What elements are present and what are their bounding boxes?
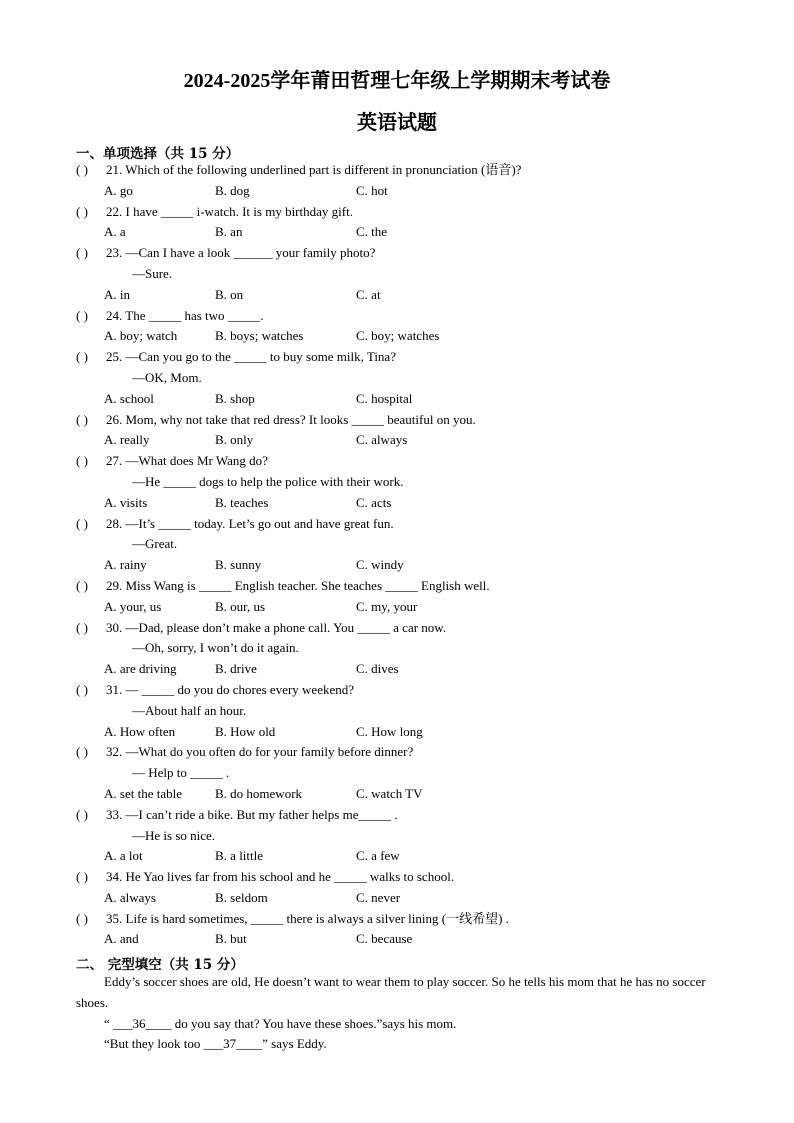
dialogue-reply: —He _____ dogs to help the police with their work. bbox=[132, 473, 404, 489]
answer-parentheses: ( ) bbox=[76, 349, 88, 365]
option-b: B. our, us bbox=[215, 598, 266, 614]
question-line bbox=[0, 680, 794, 701]
question-number: 26. bbox=[106, 411, 126, 427]
exam-title: 2024-2025学年莆田哲理七年级上学期期末考试卷 bbox=[183, 70, 611, 92]
answer-parentheses: ( ) bbox=[76, 744, 88, 760]
question-line bbox=[0, 451, 794, 472]
question-item bbox=[0, 867, 794, 909]
question-number: 32. bbox=[106, 744, 126, 760]
question-number: 33. bbox=[106, 806, 126, 822]
question-line bbox=[0, 867, 794, 888]
question-text bbox=[106, 202, 353, 223]
option-c: C. my, your bbox=[356, 598, 418, 614]
question-stem: The _____ has two _____. bbox=[125, 307, 264, 323]
question-line bbox=[0, 514, 794, 535]
options-line bbox=[0, 181, 794, 202]
question-number: 24. bbox=[106, 307, 126, 323]
question-list bbox=[0, 160, 794, 950]
option-c: C. never bbox=[356, 889, 401, 905]
question-number: 30. bbox=[106, 619, 126, 635]
question-stem: Miss Wang is _____ English teacher. She teaches _____ English well. bbox=[125, 577, 490, 593]
reply-line bbox=[0, 826, 794, 847]
question-stem: —What do you often do for your family before dinner? bbox=[125, 744, 414, 760]
reply-line bbox=[0, 638, 794, 659]
question-number: 28. bbox=[106, 515, 126, 531]
options-line bbox=[0, 888, 794, 909]
option-c: C. How long bbox=[356, 723, 423, 739]
option-a: A. in bbox=[104, 286, 130, 302]
question-item bbox=[0, 243, 794, 305]
question-number: 34. bbox=[106, 869, 126, 885]
option-a: A. a lot bbox=[104, 848, 143, 864]
option-c: C. the bbox=[356, 224, 388, 240]
question-item bbox=[0, 160, 794, 202]
answer-parentheses: ( ) bbox=[76, 453, 88, 469]
reply-line bbox=[0, 368, 794, 389]
dialogue-reply: —About half an hour. bbox=[132, 702, 247, 718]
question-item bbox=[0, 576, 794, 618]
option-a: A. boy; watch bbox=[104, 328, 178, 344]
question-item bbox=[0, 514, 794, 576]
question-number: 21. bbox=[106, 162, 126, 177]
question-number: 35. bbox=[106, 910, 126, 926]
option-b: B. on bbox=[215, 286, 244, 302]
question-line bbox=[0, 243, 794, 264]
exam-subtitle: 英语试题 bbox=[357, 112, 437, 134]
question-text bbox=[106, 805, 397, 826]
option-b: B. only bbox=[215, 432, 254, 448]
answer-parentheses: ( ) bbox=[76, 307, 88, 323]
option-c: C. hospital bbox=[356, 390, 413, 406]
reply-line bbox=[0, 264, 794, 285]
question-text bbox=[106, 306, 264, 327]
question-number: 29. bbox=[106, 577, 126, 593]
option-b: B. seldom bbox=[215, 889, 268, 905]
question-stem: —Dad, please don’t make a phone call. You _____ a car now. bbox=[125, 619, 447, 635]
question-line bbox=[0, 306, 794, 327]
question-item bbox=[0, 805, 794, 867]
option-a: A. How often bbox=[104, 723, 176, 739]
options-line bbox=[0, 659, 794, 680]
question-line bbox=[0, 576, 794, 597]
dialogue-reply: —Oh, sorry, I won’t do it again. bbox=[132, 640, 299, 656]
question-line bbox=[0, 410, 794, 431]
question-text bbox=[106, 867, 454, 888]
question-text bbox=[106, 451, 268, 472]
question-text bbox=[106, 514, 394, 535]
question-line bbox=[0, 742, 794, 763]
option-a: A. always bbox=[104, 889, 156, 905]
section-heading-cloze: 二、 完型填空（共 15 分） bbox=[76, 957, 244, 973]
option-a: A. a bbox=[104, 224, 126, 240]
question-text bbox=[106, 410, 476, 431]
option-c: C. boy; watches bbox=[356, 328, 440, 344]
question-stem: Life is hard sometimes, _____ there is always a silver lining (一线希望) . bbox=[125, 910, 509, 926]
option-b: B. dog bbox=[215, 182, 250, 198]
question-item bbox=[0, 202, 794, 244]
question-item bbox=[0, 410, 794, 452]
question-item bbox=[0, 742, 794, 804]
option-b: B. sunny bbox=[215, 557, 262, 573]
option-c: C. hot bbox=[356, 182, 388, 198]
section-heading-multiple-choice: 一、单项选择（共 15 分） bbox=[76, 146, 240, 162]
question-line bbox=[0, 347, 794, 368]
option-a: A. set the table bbox=[104, 785, 182, 801]
dialogue-reply: — Help to _____ . bbox=[132, 765, 230, 781]
option-c: C. windy bbox=[356, 557, 404, 573]
question-text bbox=[106, 160, 521, 181]
cloze-text bbox=[0, 972, 794, 1055]
answer-parentheses: ( ) bbox=[76, 910, 88, 926]
options-line bbox=[0, 389, 794, 410]
answer-parentheses: ( ) bbox=[76, 806, 88, 822]
option-a: A. your, us bbox=[104, 598, 162, 614]
question-text bbox=[106, 576, 490, 597]
dialogue-reply: —OK, Mom. bbox=[132, 369, 202, 385]
question-stem: —It’s _____ today. Let’s go out and have great fun. bbox=[125, 515, 394, 531]
option-b: B. boys; watches bbox=[215, 328, 304, 344]
question-item bbox=[0, 909, 794, 951]
question-text bbox=[106, 347, 396, 368]
option-a: A. go bbox=[104, 182, 133, 198]
option-c: C. watch TV bbox=[356, 785, 423, 801]
option-c: C. a few bbox=[356, 848, 400, 864]
question-stem: —Can you go to the _____ to buy some milk, Tina? bbox=[125, 349, 396, 365]
dialogue-reply: —He is so nice. bbox=[132, 827, 216, 843]
question-item bbox=[0, 306, 794, 348]
option-b: B. an bbox=[215, 224, 243, 240]
question-number: 22. bbox=[106, 203, 126, 219]
question-item bbox=[0, 618, 794, 680]
option-b: B. do homework bbox=[215, 785, 303, 801]
reply-line bbox=[0, 763, 794, 784]
option-b: B. How old bbox=[215, 723, 276, 739]
option-a: A. visits bbox=[104, 494, 148, 510]
option-c: C. at bbox=[356, 286, 381, 302]
question-stem: Which of the following underlined part is different in pronunciation (语音)? bbox=[125, 162, 522, 177]
option-b: B. shop bbox=[215, 390, 255, 406]
question-number: 23. bbox=[106, 245, 126, 261]
question-text bbox=[106, 618, 446, 639]
options-line bbox=[0, 784, 794, 805]
cloze-paragraph: “ ___36____ do you say that? You have these shoes.”says his mom. bbox=[104, 1015, 457, 1031]
question-item bbox=[0, 680, 794, 742]
dialogue-reply: —Great. bbox=[132, 536, 178, 552]
question-line bbox=[0, 202, 794, 223]
answer-parentheses: ( ) bbox=[76, 681, 88, 697]
answer-parentheses: ( ) bbox=[76, 619, 88, 635]
option-c: C. dives bbox=[356, 661, 399, 677]
answer-parentheses: ( ) bbox=[76, 203, 88, 219]
option-a: A. rainy bbox=[104, 557, 147, 573]
question-number: 31. bbox=[106, 681, 126, 697]
options-line bbox=[0, 493, 794, 514]
question-stem: —I can’t ride a bike. But my father helps me_____ . bbox=[125, 806, 398, 822]
reply-line bbox=[0, 534, 794, 555]
option-a: A. school bbox=[104, 390, 154, 406]
question-line bbox=[0, 618, 794, 639]
question-line bbox=[0, 909, 794, 930]
question-number: 27. bbox=[106, 453, 126, 469]
answer-parentheses: ( ) bbox=[76, 515, 88, 531]
option-b: B. a little bbox=[215, 848, 264, 864]
option-a: A. are driving bbox=[104, 661, 177, 677]
options-line bbox=[0, 597, 794, 618]
question-stem: —Can I have a look ______ your family photo? bbox=[125, 245, 376, 261]
question-line bbox=[0, 160, 794, 181]
question-text bbox=[106, 909, 509, 930]
cloze-paragraph: Eddy’s soccer shoes are old, He doesn’t want to wear them to play soccer. So he tells his mom that he has no soccer shoes. bbox=[76, 974, 706, 1010]
question-item bbox=[0, 347, 794, 409]
reply-line bbox=[0, 701, 794, 722]
question-text bbox=[106, 680, 354, 701]
options-line bbox=[0, 555, 794, 576]
option-b: B. teaches bbox=[215, 494, 269, 510]
options-line bbox=[0, 430, 794, 451]
options-line bbox=[0, 285, 794, 306]
question-stem: He Yao lives far from his school and he _____ walks to school. bbox=[125, 869, 455, 885]
option-c: C. acts bbox=[356, 494, 392, 510]
question-number: 25. bbox=[106, 349, 126, 365]
question-stem: —What does Mr Wang do? bbox=[125, 453, 268, 469]
question-text bbox=[106, 243, 375, 264]
options-line bbox=[0, 722, 794, 743]
options-line bbox=[0, 222, 794, 243]
question-stem: I have _____ i-watch. It is my birthday gift. bbox=[125, 203, 353, 219]
answer-parentheses: ( ) bbox=[76, 577, 88, 593]
option-a: A. and bbox=[104, 931, 139, 947]
question-line bbox=[0, 805, 794, 826]
option-a: A. really bbox=[104, 432, 150, 448]
option-c: C. always bbox=[356, 432, 408, 448]
answer-parentheses: ( ) bbox=[76, 869, 88, 885]
question-stem: Mom, why not take that red dress? It looks _____ beautiful on you. bbox=[125, 411, 476, 427]
options-line bbox=[0, 326, 794, 347]
option-b: B. but bbox=[215, 931, 247, 947]
options-line bbox=[0, 929, 794, 950]
question-stem: — _____ do you do chores every weekend? bbox=[125, 681, 355, 697]
cloze-paragraph: “But they look too ___37____” says Eddy. bbox=[104, 1036, 327, 1052]
options-line bbox=[0, 846, 794, 867]
question-item bbox=[0, 451, 794, 513]
option-c: C. because bbox=[356, 931, 413, 947]
answer-parentheses: ( ) bbox=[76, 162, 88, 177]
dialogue-reply: —Sure. bbox=[132, 265, 173, 281]
answer-parentheses: ( ) bbox=[76, 411, 88, 427]
cloze-passage bbox=[0, 972, 794, 1055]
option-b: B. drive bbox=[215, 661, 257, 677]
reply-line bbox=[0, 472, 794, 493]
answer-parentheses: ( ) bbox=[76, 245, 88, 261]
question-text bbox=[106, 742, 413, 763]
